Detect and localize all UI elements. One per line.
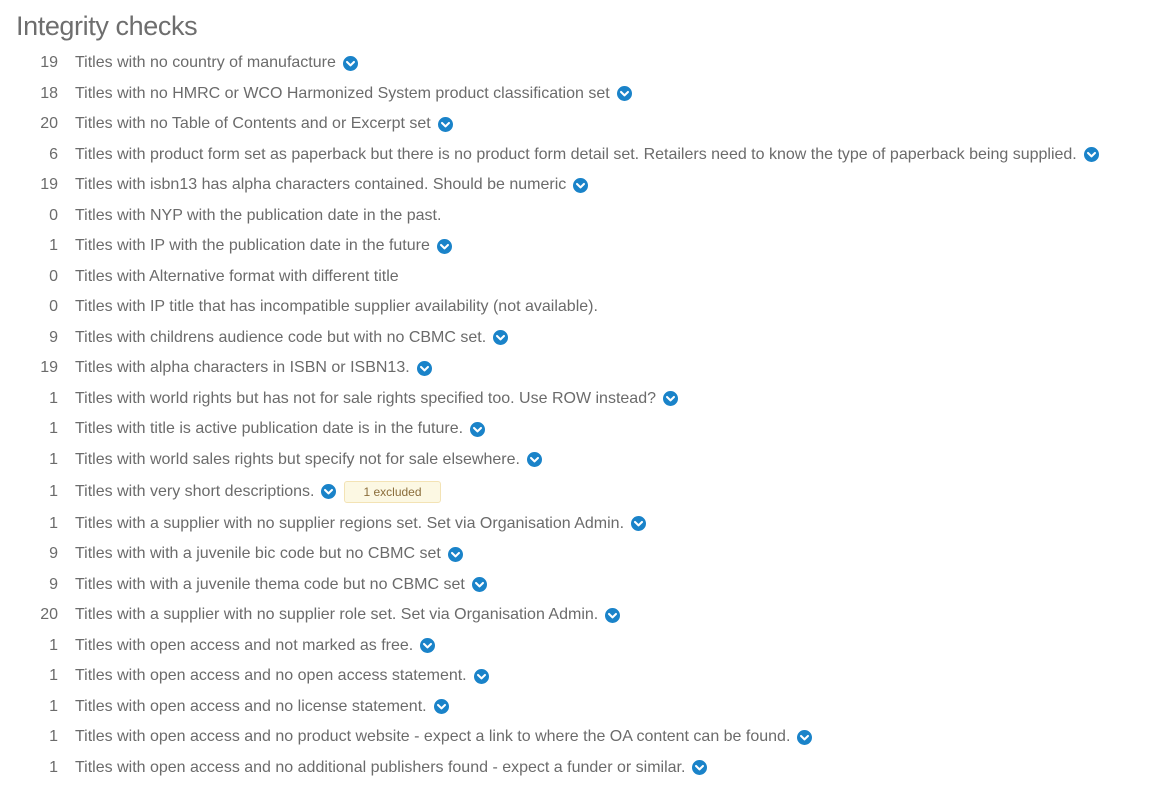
check-count: 1 xyxy=(49,450,58,468)
check-count: 9 xyxy=(49,575,58,593)
check-row xyxy=(0,353,1153,384)
check-label: Titles with IP with the publication date in the future xyxy=(75,237,430,255)
check-count: 9 xyxy=(49,328,58,346)
check-count: 1 xyxy=(49,389,58,407)
check-row xyxy=(0,570,1153,601)
check-count: 1 xyxy=(49,728,58,746)
check-row xyxy=(0,262,1153,293)
check-label: Titles with product form set as paperback but there is no product form detail set. Retailers need to know the type of paperback being supplied. xyxy=(75,145,1077,163)
chevron-down-circle-icon[interactable] xyxy=(527,452,542,467)
chevron-down-circle-icon[interactable] xyxy=(472,577,487,592)
check-count: 1 xyxy=(49,237,58,255)
check-label: Titles with title is active publication date is in the future. xyxy=(75,420,464,438)
check-row xyxy=(0,384,1153,415)
check-row xyxy=(0,48,1153,79)
chevron-down-circle-icon[interactable] xyxy=(343,56,358,71)
check-count: 0 xyxy=(49,298,58,316)
check-label: Titles with open access and not marked as free. xyxy=(75,636,414,654)
check-label: Titles with very short descriptions. xyxy=(75,482,315,500)
chevron-down-circle-icon[interactable] xyxy=(321,484,336,499)
chevron-down-circle-icon[interactable] xyxy=(797,730,812,745)
check-row xyxy=(0,292,1153,323)
chevron-down-circle-icon[interactable] xyxy=(617,86,632,101)
check-label: Titles with Alternative format with different title xyxy=(75,267,399,285)
check-row xyxy=(0,414,1153,445)
chevron-down-circle-icon[interactable] xyxy=(605,608,620,623)
check-row xyxy=(0,445,1153,476)
check-row xyxy=(0,661,1153,692)
check-label: Titles with open access and no product website - expect a link to where the OA content can be found. xyxy=(75,728,791,746)
check-count: 19 xyxy=(40,176,58,194)
check-row xyxy=(0,79,1153,110)
check-row xyxy=(0,170,1153,201)
check-count: 1 xyxy=(49,758,58,776)
chevron-down-circle-icon[interactable] xyxy=(663,391,678,406)
check-row xyxy=(0,753,1153,784)
check-row xyxy=(0,539,1153,570)
check-label: Titles with IP title that has incompatible supplier availability (not available). xyxy=(75,298,598,316)
check-label: Titles with isbn13 has alpha characters contained. Should be numeric xyxy=(75,176,567,194)
check-row xyxy=(0,231,1153,262)
check-row xyxy=(0,140,1153,171)
chevron-down-circle-icon[interactable] xyxy=(474,669,489,684)
check-label: Titles with no country of manufacture xyxy=(75,54,336,72)
check-row xyxy=(0,631,1153,662)
chevron-down-circle-icon[interactable] xyxy=(692,760,707,775)
check-label: Titles with world rights but has not for sale rights specified too. Use ROW instead? xyxy=(75,389,656,407)
chevron-down-circle-icon[interactable] xyxy=(434,699,449,714)
check-row xyxy=(0,475,1153,509)
check-label: Titles with childrens audience code but with no CBMC set. xyxy=(75,328,487,346)
check-count: 9 xyxy=(49,545,58,563)
check-count: 0 xyxy=(49,267,58,285)
chevron-down-circle-icon[interactable] xyxy=(573,178,588,193)
chevron-down-circle-icon[interactable] xyxy=(493,330,508,345)
check-count: 19 xyxy=(40,359,58,377)
check-label: Titles with world sales rights but specify not for sale elsewhere. xyxy=(75,450,520,468)
check-label: Titles with with a juvenile bic code but no CBMC set xyxy=(75,545,441,563)
check-count: 18 xyxy=(40,84,58,102)
check-label: Titles with alpha characters in ISBN or ISBN13. xyxy=(75,359,410,377)
check-count: 6 xyxy=(49,145,58,163)
check-count: 1 xyxy=(49,636,58,654)
check-count: 20 xyxy=(40,115,58,133)
chevron-down-circle-icon[interactable] xyxy=(470,422,485,437)
check-count: 1 xyxy=(49,667,58,685)
chevron-down-circle-icon[interactable] xyxy=(438,117,453,132)
excluded-badge[interactable]: 1 excluded xyxy=(344,481,440,503)
check-label: Titles with no HMRC or WCO Harmonized System product classification set xyxy=(75,84,610,102)
check-count: 19 xyxy=(40,54,58,72)
chevron-down-circle-icon[interactable] xyxy=(437,239,452,254)
check-count: 1 xyxy=(49,514,58,532)
check-count: 1 xyxy=(49,420,58,438)
check-row xyxy=(0,692,1153,723)
check-label: Titles with no Table of Contents and or Excerpt set xyxy=(75,115,431,133)
check-label: Titles with NYP with the publication date in the past. xyxy=(75,206,442,224)
check-row xyxy=(0,109,1153,140)
check-row xyxy=(0,201,1153,232)
check-row xyxy=(0,722,1153,753)
chevron-down-circle-icon[interactable] xyxy=(420,638,435,653)
check-row xyxy=(0,600,1153,631)
check-count: 20 xyxy=(40,606,58,624)
check-row xyxy=(0,509,1153,540)
check-label: Titles with open access and no license statement. xyxy=(75,697,427,715)
page-title: Integrity checks xyxy=(16,11,198,41)
chevron-down-circle-icon[interactable] xyxy=(631,516,646,531)
check-label: Titles with open access and no additional publishers found - expect a funder or similar. xyxy=(75,758,686,776)
chevron-down-circle-icon[interactable] xyxy=(448,547,463,562)
check-row xyxy=(0,323,1153,354)
check-label: Titles with open access and no open access statement. xyxy=(75,667,467,685)
check-label: Titles with a supplier with no supplier regions set. Set via Organisation Admin. xyxy=(75,514,625,532)
chevron-down-circle-icon[interactable] xyxy=(417,361,432,376)
integrity-checks-list xyxy=(0,48,1153,783)
check-label: Titles with with a juvenile thema code but no CBMC set xyxy=(75,575,465,593)
check-count: 1 xyxy=(49,482,58,500)
chevron-down-circle-icon[interactable] xyxy=(1084,147,1099,162)
check-count: 1 xyxy=(49,697,58,715)
check-count: 0 xyxy=(49,206,58,224)
check-label: Titles with a supplier with no supplier role set. Set via Organisation Admin. xyxy=(75,606,599,624)
